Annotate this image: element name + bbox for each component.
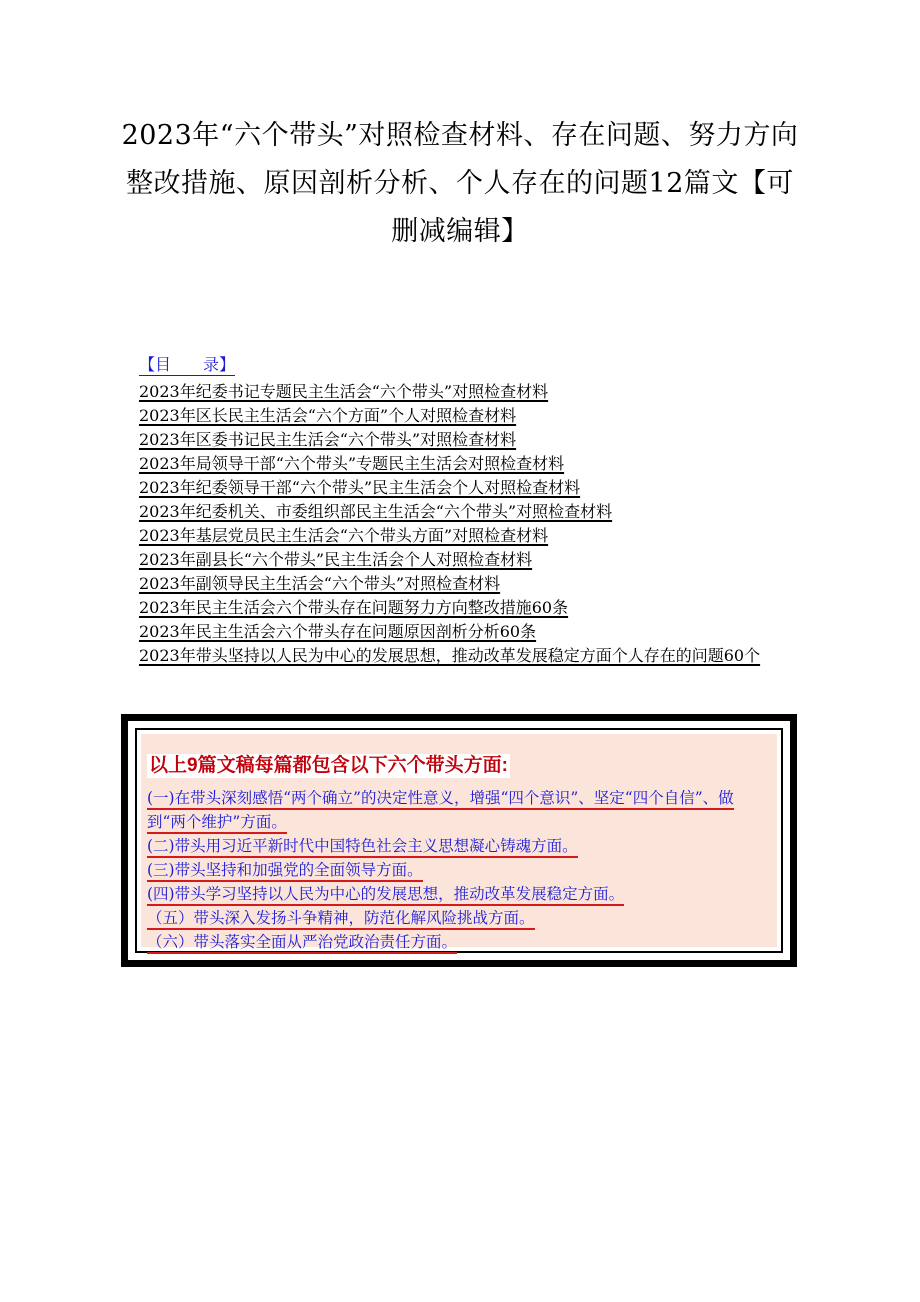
toc-item[interactable] <box>139 452 789 476</box>
summary-box-content <box>141 734 777 951</box>
toc-item[interactable] <box>139 380 789 404</box>
aspect-text: (二)带头用习近平新时代中国特色社会主义思想凝心铸魂方面。 <box>147 837 578 858</box>
aspect-text: (四)带头学习坚持以人民为中心的发展思想，推动改革发展稳定方面。 <box>147 885 624 906</box>
toc-item-link[interactable]: 2023年区委书记民主生活会“六个带头”对照检查材料 <box>139 430 517 449</box>
aspect-text: （六）带头落实全面从严治党政治责任方面。 <box>147 933 457 954</box>
table-of-contents <box>139 353 789 668</box>
toc-item-link[interactable]: 2023年民主生活会六个带头存在问题努力方向整改措施60条 <box>139 598 569 617</box>
aspect-text: （五）带头深入发扬斗争精神，防范化解风险挑战方面。 <box>147 909 535 930</box>
aspect-item <box>147 834 771 858</box>
aspects-list <box>147 786 771 954</box>
toc-item[interactable] <box>139 524 789 548</box>
aspect-item <box>147 882 771 906</box>
aspect-text: (一)在带头深刻感悟“两个确立”的决定性意义，增强“四个意识”、坚定“四个自信”、做到“两个维护”方面。 <box>147 789 734 834</box>
toc-item[interactable] <box>139 476 789 500</box>
toc-item-link[interactable]: 2023年纪委机关、市委组织部民主生活会“六个带头”对照检查材料 <box>139 502 613 521</box>
watermark-text: .cn <box>610 610 680 661</box>
toc-item-link[interactable]: 2023年副县长“六个带头”民主生活会个人对照检查材料 <box>139 550 533 569</box>
aspect-item <box>147 786 771 834</box>
toc-item-link[interactable]: 2023年纪委领导干部“六个带头”民主生活会个人对照检查材料 <box>139 478 581 497</box>
toc-list <box>139 380 789 668</box>
aspect-item <box>147 906 771 930</box>
toc-item-link[interactable]: 2023年带头坚持以人民为中心的发展思想，推动改革发展稳定方面个人存在的问题60个 <box>139 646 761 665</box>
toc-item[interactable] <box>139 620 789 644</box>
aspect-item <box>147 930 771 954</box>
toc-item[interactable] <box>139 548 789 572</box>
toc-item-link[interactable]: 2023年局领导干部“六个带头”专题民主生活会对照检查材料 <box>139 454 565 473</box>
toc-item-link[interactable]: 2023年副领导民主生活会“六个带头”对照检查材料 <box>139 574 501 593</box>
aspect-text: (三)带头坚持和加强党的全面领导方面。 <box>147 861 423 882</box>
toc-item[interactable] <box>139 644 789 668</box>
toc-item-link[interactable]: 2023年基层党员民主生活会“六个带头方面”对照检查材料 <box>139 526 549 545</box>
toc-item-link[interactable]: 2023年民主生活会六个带头存在问题原因剖析分析60条 <box>139 622 537 641</box>
toc-item[interactable] <box>139 572 789 596</box>
aspect-item <box>147 858 771 882</box>
toc-item[interactable] <box>139 404 789 428</box>
toc-item[interactable] <box>139 596 789 620</box>
toc-item-link[interactable]: 2023年纪委书记专题民主生活会“六个带头”对照检查材料 <box>139 382 549 401</box>
summary-heading: 以上9篇文稿每篇都包含以下六个带头方面: <box>149 755 508 776</box>
toc-item[interactable] <box>139 500 789 524</box>
toc-heading: 【目 录】 <box>139 355 236 374</box>
summary-box-inner-border <box>135 728 783 953</box>
document-title: 2023年“六个带头”对照检查材料、存在问题、努力方向整改措施、原因剖析分析、个人存在的问题12篇文【可删减编辑】 <box>121 120 799 247</box>
toc-item[interactable] <box>139 428 789 452</box>
summary-box <box>121 714 797 967</box>
toc-item-link[interactable]: 2023年区长民主生活会“六个方面”个人对照检查材料 <box>139 406 517 425</box>
